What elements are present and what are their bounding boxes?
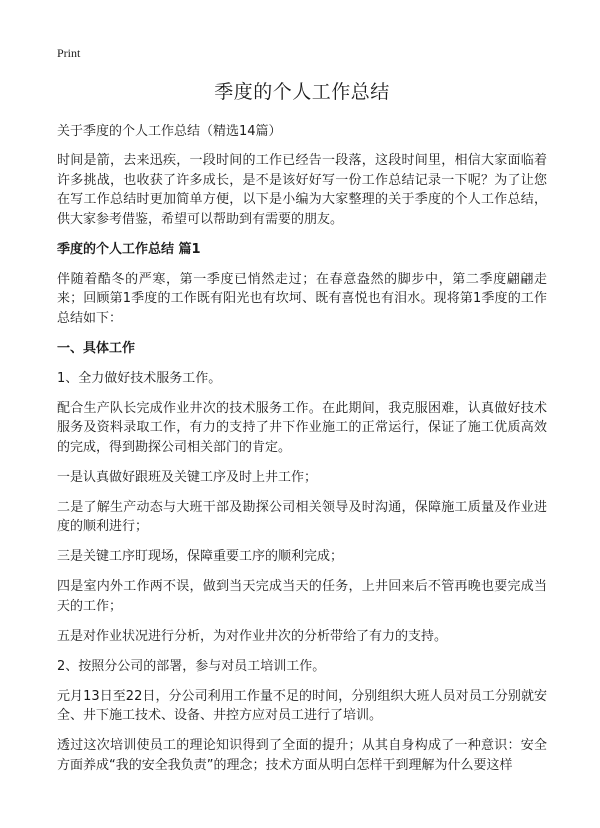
paragraph: 四是室内外工作两不误，做到当天完成当天的任务，上井回来后不管再晚也要完成当天的工作； bbox=[57, 579, 547, 614]
paragraph: 二是了解生产动态与大班干部及勘探公司相关领导及时沟通，保障施工质量及作业进度的顺利进行； bbox=[57, 499, 547, 534]
paragraph: 1、全力做好技术服务工作。 bbox=[57, 370, 222, 386]
section-heading: 季度的个人工作总结 篇1 bbox=[57, 241, 201, 257]
paragraph: 元月13日至22日，分公司利用工作量不足的时间，分别组织大班人员对员工分别就安全、井下施工技术、设备、井控方应对员工进行了培训。 bbox=[57, 688, 547, 723]
paragraph: 伴随着酷冬的严寒，第一季度已悄然走过；在春意盎然的脚步中，第二季度翩翩走来；回顾第1季度的工作既有阳光也有坎坷、既有喜悦也有泪水。现将第1季度的工作总结如下： bbox=[57, 271, 547, 326]
paragraph: 一是认真做好跟班及关键工序及时上井工作； bbox=[57, 469, 318, 485]
paragraph: 五是对作业状况进行分析，为对作业井次的分析带给了有力的支持。 bbox=[57, 628, 448, 644]
paragraph: 时间是箭，去来迅疾，一段时间的工作已经告一段落，这段时间里，相信大家面临着许多挑战，也收获了许多成长，是不是该好好写一份工作总结记录一下呢？为了让您在写工作总结时更加简单方便，以下是小编为大家整理的关于季度的个人工作总结，供大家参考借鉴，希望可以帮助到有需要的朋友。 bbox=[57, 153, 547, 227]
paragraph: 透过这次培训使员工的理论知识得到了全面的提升；从其自身构成了一种意识：安全方面养成“我的安全我负责”的理念；技术方面从明白怎样干到理解为什么要这样 bbox=[57, 738, 547, 773]
paragraph: 三是关键工序盯现场，保障重要工序的顺利完成； bbox=[57, 549, 344, 564]
section-heading: 一、具体工作 bbox=[57, 340, 136, 356]
paragraph: 2、按照分公司的部署，参与对员工培训工作。 bbox=[57, 658, 326, 674]
print-link[interactable]: Print bbox=[57, 46, 81, 60]
paragraph-list bbox=[57, 151, 547, 775]
document-title: 季度的个人工作总结 bbox=[214, 81, 390, 103]
document-body bbox=[57, 78, 547, 786]
document-subtitle: 关于季度的个人工作总结（精选14篇） bbox=[57, 124, 282, 139]
paragraph: 配合生产队长完成作业井次的技术服务工作。在此期间，我克服困难，认真做好技术服务及资料录取工作，有力的支持了井下作业施工的正常运行，保证了施工优质高效的完成，得到勘探公司相关部门的肯定。 bbox=[57, 400, 547, 455]
